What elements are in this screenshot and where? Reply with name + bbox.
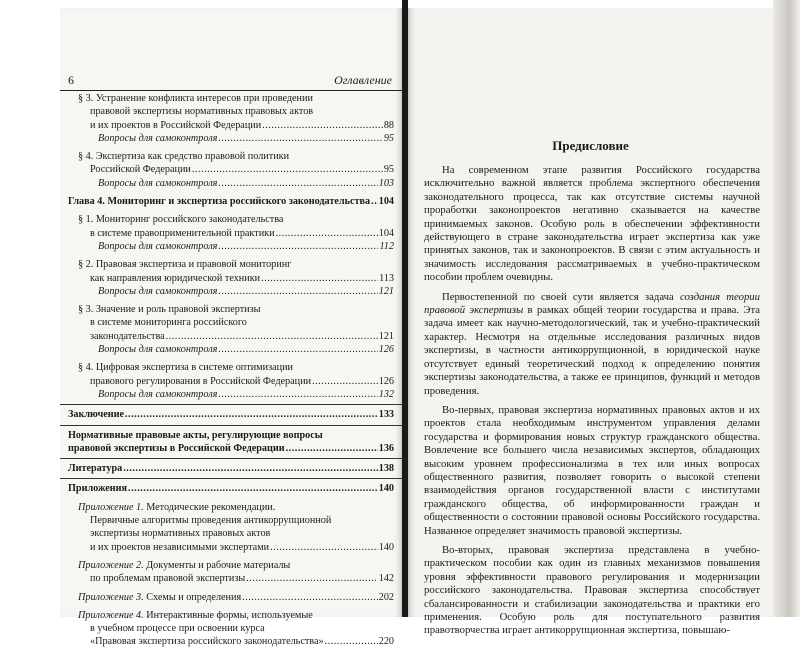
toc-leader-dots (218, 285, 377, 298)
toc-entry[interactable] (68, 429, 394, 456)
toc-entry-title: в учебном процессе при освоении курса (90, 623, 265, 635)
running-title: Оглавление (334, 73, 392, 87)
toc-entry[interactable] (68, 343, 394, 356)
toc-entry[interactable] (68, 609, 394, 649)
toc-leader-dots (218, 240, 378, 253)
toc-leader-dots (218, 177, 377, 190)
toc-entry[interactable] (68, 132, 394, 145)
toc-entry-title: Приложения (68, 483, 128, 495)
toc-entry[interactable] (68, 150, 394, 177)
toc-entry-title: законодательства (90, 330, 165, 342)
toc-entry-title: § 3. Значение и роль правовой экспертизы (78, 304, 261, 316)
toc-divider (60, 425, 402, 426)
toc-entry-title: § 4. Экспертиза как средство правовой политики (78, 151, 290, 163)
toc-entry[interactable] (68, 591, 394, 604)
toc-leader-dots (166, 330, 378, 343)
toc-page-number: 112 (379, 240, 394, 252)
toc-leader-dots (270, 541, 378, 554)
toc-entry-title: § 3. Устранение конфликта интересов при проведении (78, 93, 313, 104)
toc-entry-title: Приложение 2. Документы и рабочие материалы (78, 559, 291, 571)
toc-entry-title: в системе мониторинга российского (90, 317, 247, 329)
toc-entry[interactable] (68, 177, 394, 190)
toc-entry-title: Нормативные правовые акты, регулирующие вопросы (68, 429, 323, 441)
toc-entry-title: в системе правоприменительной практики (90, 227, 275, 239)
toc-entry-title: «Правовая экспертиза российского законодательства» (90, 636, 324, 648)
toc-entry[interactable] (68, 195, 394, 208)
toc-page-number: 126 (378, 375, 394, 387)
toc-leader-dots (123, 462, 378, 475)
toc-leader-dots (218, 343, 377, 356)
toc-entry-title: и их проектов в Российской Федерации (90, 119, 262, 131)
toc-page-number: 133 (378, 409, 394, 421)
preface-paragraph: Во-первых, правовая экспертиза нормативных правовых актов и их проектов стала необходимым инструментом управления делами государства и формирования новых структур гражданского общества. Вовлечение все большего числа независимых экспертов, обладающих высоким уровнем профессионализма в тех или иных вопросах общественного развития, позволяет говорить о высокой степени взаимодействия органов государственной власти с институтами гражданского общества, об информированности граждан и общественности о состоянии правовой основы Российского государства. Названное определяет значимость правовой экспертизы. (424, 403, 760, 537)
right-page (408, 8, 773, 637)
toc-entry-title: § 1. Мониторинг российского законодательства (78, 214, 284, 226)
toc-entry[interactable] (68, 462, 394, 475)
toc-page-number: 140 (378, 541, 394, 553)
preface-paragraph: Во-вторых, правовая экспертиза представлена в учебно-практическом пособии как один из главных механизмов повышения уровня эффективности правового регулирования и модернизации российского законодательства. Правовая экспертиза способствует сбалансированности и стабилизации законодательства и практики его применения. Особую роль для поступательного развития правотворчества играет антикоррупционная экспертиза, повышаю- (424, 543, 760, 637)
toc-entry[interactable] (68, 258, 394, 285)
toc-entry-title: Глава 4. Мониторинг и экспертиза российского законодательства (68, 196, 371, 208)
page-edge (773, 0, 800, 617)
toc-entry[interactable] (68, 559, 394, 586)
toc-page-number: 104 (378, 227, 394, 239)
toc-page-number: 126 (378, 344, 394, 356)
toc-entry-title: § 2. Правовая экспертиза и правовой мониторинг (78, 259, 292, 271)
toc-leader-dots (125, 408, 378, 421)
toc-entry-title: по проблемам правовой экспертизы (90, 573, 246, 585)
toc-entry-title: Вопросы для самоконтроля (98, 344, 218, 356)
toc-entry[interactable] (68, 501, 394, 554)
toc-entry-title: как направления юридической техники (90, 272, 261, 284)
toc-leader-dots (276, 227, 378, 240)
running-header (60, 70, 402, 91)
toc-entry-title: и их проектов независимыми экспертами (90, 541, 270, 553)
toc-divider (60, 458, 402, 459)
toc-entry-title: Вопросы для самоконтроля (98, 177, 218, 189)
toc-entry[interactable] (68, 361, 394, 388)
toc-leader-dots (246, 572, 378, 585)
toc-leader-dots (286, 442, 378, 455)
toc-entry-title: Вопросы для самоконтроля (98, 132, 218, 144)
toc-entry-title: Литература (68, 463, 123, 475)
page-number: 6 (68, 73, 74, 87)
toc-leader-dots (218, 132, 382, 145)
toc-entry[interactable] (68, 408, 394, 421)
toc-page-number: 132 (378, 388, 394, 400)
toc-leader-dots (261, 272, 378, 285)
table-of-contents (68, 92, 394, 649)
toc-leader-dots (192, 163, 383, 176)
toc-leader-dots (312, 375, 378, 388)
toc-leader-dots (242, 591, 378, 604)
toc-page-number: 121 (378, 285, 394, 297)
toc-page-number: 220 (378, 636, 394, 648)
left-page (60, 8, 402, 648)
toc-page-number: 138 (378, 463, 394, 475)
toc-entry-title: Приложение 1. Методические рекомендации. (78, 501, 276, 513)
toc-entry-title: правовой экспертизы в Российской Федерации (68, 442, 285, 454)
preface-text (424, 164, 760, 644)
toc-entry[interactable] (68, 388, 394, 401)
scan-margin-left (0, 0, 60, 617)
toc-entry-title: Приложение 4. Интерактивные формы, используемые (78, 609, 313, 621)
toc-page-number: 95 (383, 164, 394, 176)
toc-entry-title: Российской Федерации (90, 164, 191, 176)
toc-entry[interactable] (68, 240, 394, 253)
toc-entry-title: Вопросы для самоконтроля (98, 240, 218, 252)
toc-leader-dots (371, 195, 378, 208)
toc-leader-dots (325, 635, 378, 648)
toc-entry[interactable] (68, 303, 394, 343)
preface-title: Предисловие (552, 138, 629, 153)
toc-page-number: 142 (378, 573, 394, 585)
toc-page-number: 140 (378, 483, 394, 495)
toc-divider (60, 478, 402, 479)
toc-page-number: 104 (378, 196, 394, 208)
toc-entry-title: экспертизы нормативных правовых актов (90, 528, 271, 540)
toc-page-number: 121 (378, 330, 394, 342)
toc-page-number: 136 (378, 442, 394, 454)
toc-leader-dots (218, 388, 377, 401)
preface-paragraph: На современном этапе развития Российского государства исключительно важной является проблема экспертного обеспечения законодательного процесса, так как отсутствие системы научной проработки законопроектов негативно сказывается на качестве принимаемых законов. Особую роль в обеспечении эффективности действующего в стране законодательства играет экспертиза как уже принятых законов, так и законопроектов. В связи с этим актуальность и значимость исследования рассматриваемых в учебно-практическом пособии проблем очевидны. (424, 164, 760, 284)
toc-page-number: 103 (378, 177, 394, 189)
toc-entry-title: Первичные алгоритмы проведения антикоррупционной (90, 515, 332, 527)
toc-entry[interactable] (68, 213, 394, 240)
toc-entry[interactable] (68, 92, 394, 132)
toc-page-number: 202 (378, 591, 394, 603)
toc-entry[interactable] (68, 285, 394, 298)
toc-entry[interactable] (68, 482, 394, 495)
preface-paragraph: Первостепенной по своей сути является задача создания теории правовой экспертизы в рамках общей теории государства и права. Эта задача имеет как научно-методологический, так и учебно-практический характер. Несмотря на отдельные исследования различных видов экспертизы, в частности антикоррупционной, в юридической науке отсутствует единый теоретический подход к определению понятия экспертизы законодательства, а также ее принципов, функций и методов проведения. (424, 290, 760, 397)
toc-page-number: 88 (383, 119, 394, 131)
toc-entry-title: правовой экспертизы нормативных правовых актов (90, 106, 314, 118)
toc-entry-title: Вопросы для самоконтроля (98, 285, 218, 297)
toc-entry-title: Заключение (68, 409, 124, 421)
toc-entry-title: § 4. Цифровая экспертиза в системе оптимизации (78, 362, 293, 374)
toc-page-number: 113 (379, 272, 394, 284)
toc-leader-dots (128, 482, 378, 495)
toc-entry-title: Вопросы для самоконтроля (98, 388, 218, 400)
toc-page-number: 95 (383, 132, 394, 144)
toc-divider (60, 404, 402, 405)
toc-entry-title: правового регулирования в Российской Федерации (90, 375, 312, 387)
toc-entry-title: Приложение 3. Схемы и определения (78, 591, 242, 603)
toc-leader-dots (262, 119, 383, 132)
